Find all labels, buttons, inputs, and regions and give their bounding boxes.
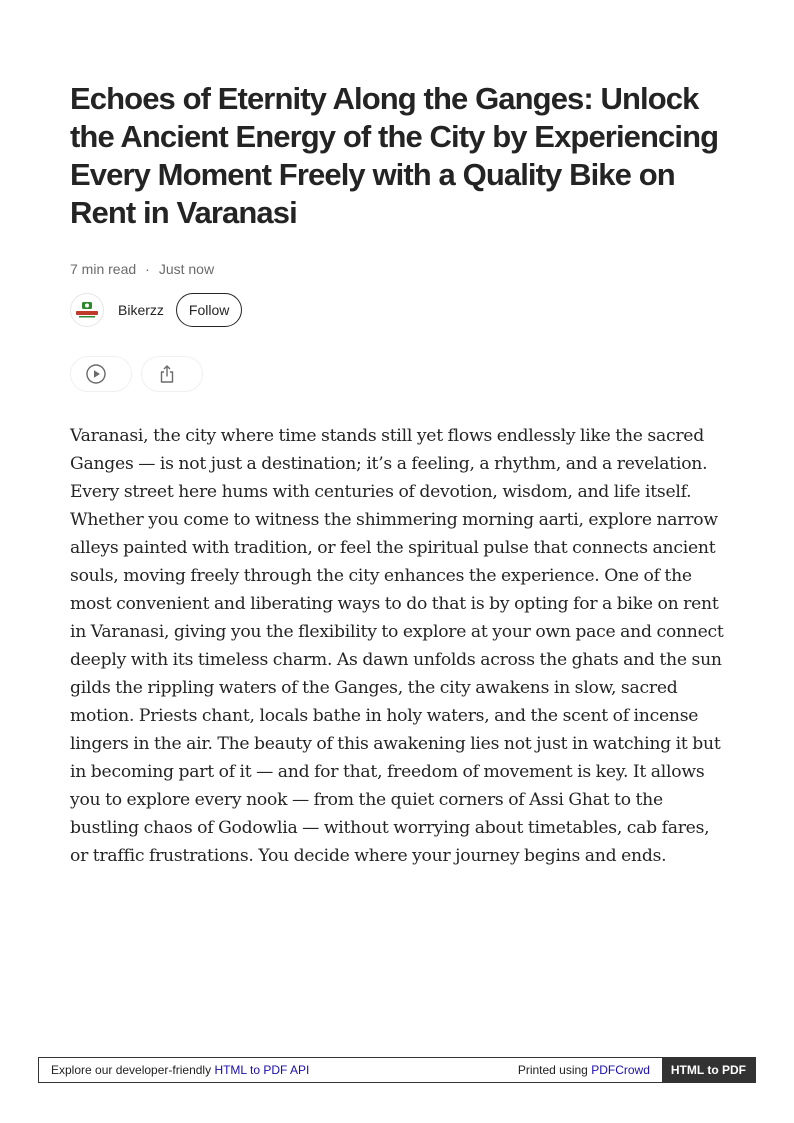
article [70,80,730,870]
listen-button[interactable] [70,356,132,392]
article-body: Varanasi, the city where time stands still yet flows endlessly like the sacred Ganges — is not just a destination; it’s a feeling, a rhythm, and a revelation. Every street here hums with centuries of devotion, wisdom, and life itself. Whether you come to witness the shimmering morning aarti, explore narrow alleys painted with tradition, or feel the spiritual pulse that connects ancient souls, moving freely through the city enhances the experience. One of the most convenient and liberating ways to do that is by opting for a bike on rent in Varanasi, giving you the flexibility to explore at your own pace and connect deeply with its timeless charm. As dawn unfolds across the ghats and the sun gilds the rippling waters of the Ganges, the city awakens in slow, sacred motion. Priests chant, locals bathe in holy waters, and the scent of incense lingers in the air. The beauty of this awakening lies not just in watching it but in becoming part of it — and for that, freedom of movement is key. It allows you to explore every nook — from the quiet corners of Assi Ghat to the bustling chaos of Godowlia — without worrying about timetables, cab fares, or traffic frustrations. You decide where your journey begins and ends. [70,426,724,866]
html-to-pdf-badge[interactable]: HTML to PDF [662,1058,755,1082]
article-meta [70,261,730,277]
author-row [70,293,730,327]
author-name[interactable]: Bikerzz [118,302,164,318]
footer-printed-text: Printed using [517,1063,588,1077]
publish-time: Just now [158,261,215,277]
pdfcrowd-link[interactable]: PDFCrowd [591,1063,650,1077]
follow-button[interactable]: Follow [176,293,242,327]
footer-explore-text: Explore our developer-friendly [51,1063,212,1077]
meta-separator: · [145,261,150,277]
article-title: Echoes of Eternity Along the Ganges: Unlock the Ancient Energy of the City by Experiencing Every Moment Freely with a Quality Bike on Rent in Varanasi [70,81,719,230]
bikerzz-logo-icon [74,300,100,320]
pdf-footer-banner [38,1057,756,1083]
play-circle-icon [85,363,107,385]
share-icon [156,363,178,385]
read-time: 7 min read [70,261,137,277]
footer-left [39,1063,518,1077]
share-button[interactable] [141,356,203,392]
avatar[interactable] [70,293,104,327]
article-actions [70,356,730,392]
html-to-pdf-api-link[interactable]: HTML to PDF API [214,1063,310,1077]
footer-printed [518,1063,662,1077]
